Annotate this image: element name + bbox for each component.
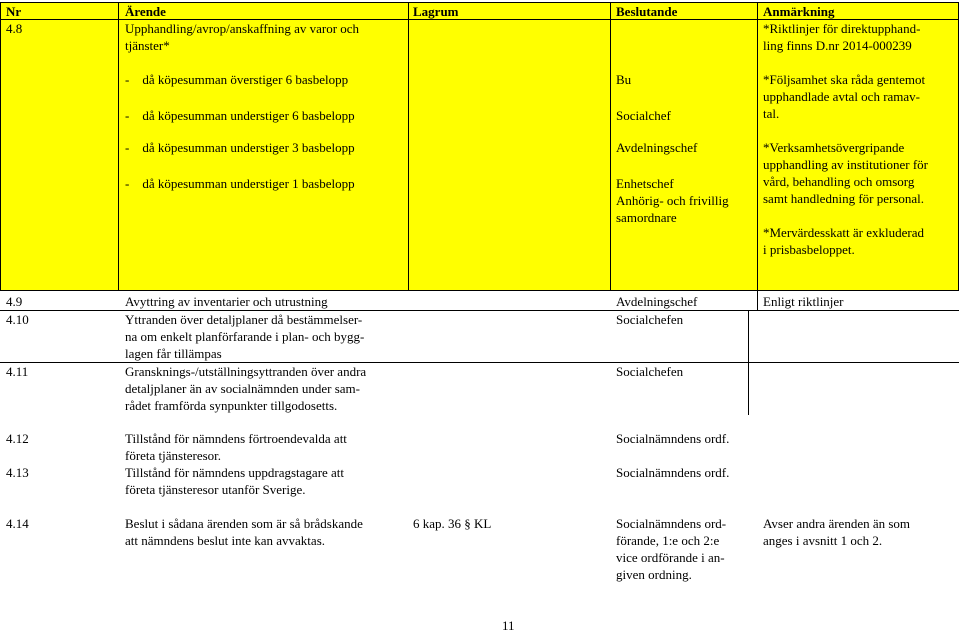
- row-4-10-arende-line1: Yttranden över detaljplaner då bestämmelser-: [125, 312, 363, 327]
- row-4-14-beslutande-line2: förande, 1:e och 2:e: [616, 533, 720, 548]
- rule-row-4-9-bottom: [0, 310, 959, 311]
- rule-row-4-10-bottom: [0, 362, 959, 363]
- row-4-8-note1-line1: *Riktlinjer för direktupphand-: [763, 21, 921, 36]
- row-4-13-beslutande: Socialnämndens ordf.: [616, 465, 730, 480]
- header-arende: Ärende: [125, 4, 166, 19]
- row-4-12-beslutande: Socialnämndens ordf.: [616, 431, 730, 446]
- row-4-8-dec3: Avdelningschef: [616, 140, 698, 155]
- row-4-11-arende-line1: Gransknings-/utställningsyttranden över andra: [125, 364, 367, 379]
- header-lagrum: Lagrum: [413, 4, 459, 19]
- row-4-10-nr: 4.10: [6, 312, 29, 327]
- row-4-8-note2-line1: *Följsamhet ska råda gentemot: [763, 72, 926, 87]
- row-4-8-note3-line2: upphandling av institutioner för: [763, 157, 929, 172]
- row-4-11-nr: 4.11: [6, 364, 29, 379]
- row-4-14-arende-line2: att nämndens beslut inte kan avvaktas.: [125, 533, 326, 548]
- rule-left: [0, 2, 1, 291]
- row-4-8-note4-line1: *Mervärdesskatt är exkluderad: [763, 225, 924, 240]
- header-beslutande: Beslutande: [616, 4, 678, 19]
- header-anmarkning: Anmärkning: [763, 4, 835, 19]
- row-4-8-sub1: - då köpesumman överstiger 6 basbelopp: [125, 72, 349, 87]
- row-4-10-arende-line2: na om enkelt planförfarande i plan- och bygg-: [125, 329, 365, 344]
- row-4-14-beslutande-line1: Socialnämndens ord-: [616, 516, 727, 531]
- page-number: 11: [502, 618, 515, 633]
- row-4-8-dec1: Bu: [616, 72, 632, 87]
- row-4-9-arende: Avyttring av inventarier och utrustning: [125, 294, 328, 309]
- rule-top: [0, 2, 959, 3]
- header-nr: Nr: [6, 4, 22, 19]
- row-4-8-sub3: - då köpesumman understiger 3 basbelopp: [125, 140, 355, 155]
- row-4-12-arende-line1: Tillstånd för nämndens förtroendevalda att: [125, 431, 347, 446]
- rule-col-2: [408, 2, 409, 291]
- rule-row-4-11-col-4: [748, 363, 749, 415]
- rule-header-bottom: [0, 19, 959, 20]
- row-4-14-beslutande-line3: vice ordförande i an-: [616, 550, 725, 565]
- row-4-10-arende-line3: lagen får tillämpas: [125, 346, 222, 361]
- row-4-8-note2-line3: tal.: [763, 106, 780, 121]
- row-4-12-nr: 4.12: [6, 431, 29, 446]
- row-4-8-arende-line1: Upphandling/avrop/anskaffning av varor och: [125, 21, 360, 36]
- row-4-8-dec4-line2: Anhörig- och frivillig: [616, 193, 729, 208]
- row-4-13-nr: 4.13: [6, 465, 29, 480]
- row-4-12-arende-line2: företa tjänsteresor.: [125, 448, 222, 463]
- row-4-8-note3-line1: *Verksamhetsövergripande: [763, 140, 905, 155]
- row-4-8-nr: 4.8: [6, 21, 23, 36]
- row-4-10-beslutande: Socialchefen: [616, 312, 684, 327]
- row-4-14-arende-line1: Beslut i sådana ärenden som är så brådskande: [125, 516, 363, 531]
- row-4-14-anmarkning-line2: anges i avsnitt 1 och 2.: [763, 533, 883, 548]
- row-4-9-nr: 4.9: [6, 294, 23, 309]
- row-4-8-dec2: Socialchef: [616, 108, 671, 123]
- row-4-8-note3-line4: samt handledning för personal.: [763, 191, 925, 206]
- row-4-14-anmarkning-line1: Avser andra ärenden än som: [763, 516, 911, 531]
- row-4-14-nr: 4.14: [6, 516, 29, 531]
- row-4-14-beslutande-line4: given ordning.: [616, 567, 692, 582]
- row-4-9-anmarkning: Enligt riktlinjer: [763, 294, 844, 309]
- row-4-11-arende-line3: rådet framförda synpunkter tillgodosetts.: [125, 398, 338, 413]
- row-4-8-dec4-line1: Enhetschef: [616, 176, 674, 191]
- rule-col-3: [610, 2, 611, 291]
- row-4-11-beslutande: Socialchefen: [616, 364, 684, 379]
- rule-row-4-8-bottom: [0, 290, 959, 291]
- rule-col-1: [118, 2, 119, 291]
- row-4-8-note1-line2: ling finns D.nr 2014-000239: [763, 38, 912, 53]
- row-4-9-beslutande: Avdelningschef: [616, 294, 698, 309]
- row-4-8-sub4: - då köpesumman understiger 1 basbelopp: [125, 176, 355, 191]
- row-4-14-lagrum: 6 kap. 36 § KL: [413, 516, 492, 531]
- rule-row-4-9-col-4: [757, 291, 758, 310]
- row-4-13-arende-line1: Tillstånd för nämndens uppdragstagare att: [125, 465, 345, 480]
- rule-col-4: [757, 2, 758, 291]
- row-4-13-arende-line2: företa tjänsteresor utanför Sverige.: [125, 482, 306, 497]
- row-4-8-sub2: - då köpesumman understiger 6 basbelopp: [125, 108, 355, 123]
- rule-row-4-10-col-4: [748, 311, 749, 363]
- row-4-11-arende-line2: detaljplaner än av socialnämnden under sam-: [125, 381, 360, 396]
- row-4-8-arende-line2: tjänster*: [125, 38, 170, 53]
- row-4-8-dec4-line3: samordnare: [616, 210, 677, 225]
- row-4-8-note4-line2: i prisbasbeloppet.: [763, 242, 855, 257]
- row-4-8-note2-line2: upphandlade avtal och ramav-: [763, 89, 921, 104]
- row-4-8-note3-line3: vård, behandling och omsorg: [763, 174, 915, 189]
